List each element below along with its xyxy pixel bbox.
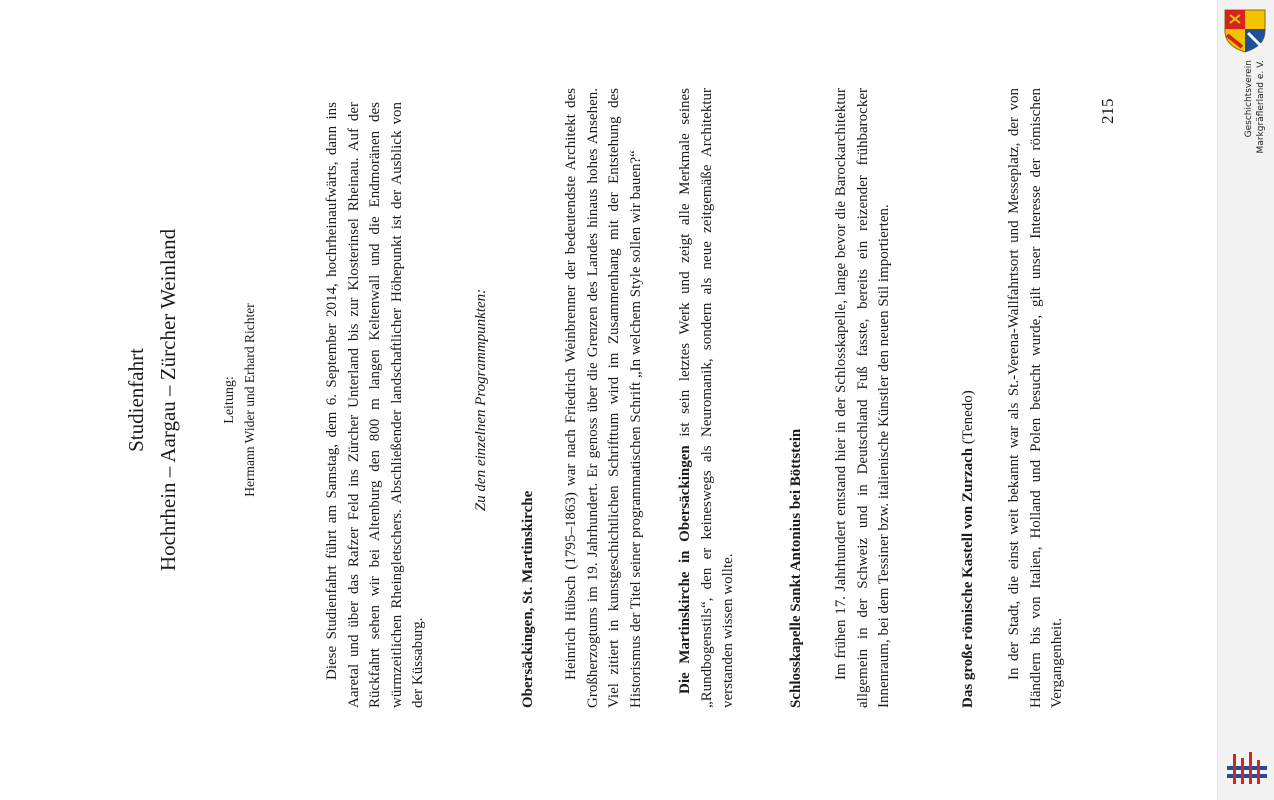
section-heading: Obersäckingen, St. Martinskirche — [520, 490, 536, 708]
section-paragraph: Heinrich Hübsch (1795–1863) war nach Friedrich Weinbrenner der bedeutendste Architekt des Großherzogtums im 19. Jahrhundert. Er genoss über die Grenzen des Landes hinaus hohes Ansehen. Viel zitiert in kunstgeschichtlichen Schrifttum wird im Zusammenhang mit der Entstehung des Historismus der Titel seiner programmatischen Schrift „In welchem Style sollen wir bauen?“ — [563, 88, 644, 708]
section-paragraph: Im frühen 17. Jahrhundert entstand hier in der Schlosskapelle, lange bevor die Barockarchitektur allgemein in der Schweiz und in Deutschland Fuß fasste, bereits ein reizender frühbarocker Innenraum, bei dem Tessiner bzw. italienische Künstler den neuen Stil importierten. — [833, 88, 892, 708]
bold-lead-text: Die Martinskirche in Obersäckingen — [677, 445, 693, 694]
section-paragraph: In der Stadt, die einst weit bekannt war als St.-Verena-Wallfahrtsort und Messeplatz, der von Händlern bis von Italien, Holland und Polen besucht wurde, gilt unser Interesse der römischen Vergangenheit. — [1006, 88, 1065, 708]
leadership-label: Leitung: — [222, 376, 237, 424]
page-subtitle: Hochrhein – Aargau – Zürcher Weinland — [156, 228, 180, 572]
society-label — [1243, 60, 1271, 160]
leadership-names: Hermann Wider und Erhard Richter — [242, 303, 257, 497]
section-heading-suffix: (Tenedo) — [960, 390, 976, 445]
section-heading: Schlosskapelle Sankt Antonius bei Böttstein — [788, 428, 804, 708]
section-paragraph — [675, 88, 740, 708]
ub-freiburg-logo-icon — [1225, 748, 1269, 792]
society-name: Geschichtsverein — [1244, 60, 1254, 138]
society-suffix: Markgräflerland e. V. — [1256, 60, 1266, 154]
page-number: 215 — [1098, 98, 1117, 124]
coat-of-arms-icon — [1222, 7, 1268, 53]
section-heading — [960, 390, 977, 708]
section-heading-text: Das große römische Kastell von Zurzach — [960, 447, 976, 708]
program-heading: Zu den einzelnen Programmpunkten: — [473, 288, 489, 512]
page-title: Studienfahrt — [124, 348, 148, 452]
intro-paragraph: Diese Studienfahrt führt am Samstag, dem 6. September 2014, hochrheinaufwärts, dann ins Aaretal und über das Rafzer Feld ins Zürcher Unterland bis zur Klosterinsel Rheinau. Auf der Rückfahrt sehen wir bei Altenburg den 800 m langen Keltenwall und die Endmoränen des würmzeitlichen Rheingletschers. Abschließender landschaftlicher Höhepunkt ist der Ausblick von der Küssaburg. — [324, 102, 426, 708]
paragraph-text: ist sein letztes Werk und zeigt alle Merkmale seines „Rundbogenstils“, den er keineswegs als Neuromanik, sondern als neue zeitgemäße Architektur verstanden wissen wollte. — [677, 88, 736, 708]
